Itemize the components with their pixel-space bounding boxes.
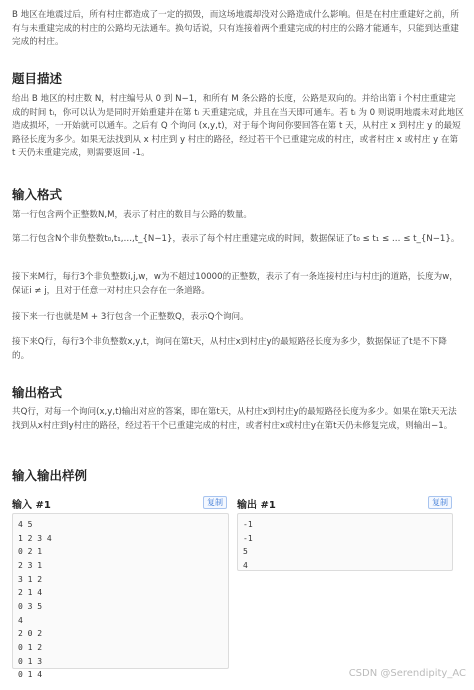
sample-heading: 输入输出样例 [12, 468, 88, 483]
output-format-heading: 输出格式 [12, 385, 63, 400]
sample-input-box[interactable] [12, 513, 229, 680]
copy-input-button[interactable]: 复制 [203, 496, 227, 509]
sample-input-line: 0 1 4 [18, 670, 43, 680]
sample-input-line: 0 1 3 [18, 656, 43, 666]
csdn-watermark: CSDN @Serendipity_AC [348, 668, 466, 679]
sample-output-box[interactable] [237, 513, 453, 571]
description-heading: 题目描述 [12, 71, 63, 86]
input-format-line1: 第一行包含两个正整数N,M，表示了村庄的数目与公路的数量。 [12, 210, 253, 220]
sample-input-line: 0 2 1 [18, 547, 43, 557]
sample-output-line: 4 [243, 560, 248, 570]
intro-paragraph: B 地区在地震过后，所有村庄都造成了一定的损毁，而这场地震却没对公路造成什么影响。但是在村庄重建好之前，所有与未重建完成的村庄的公路均无法通车。换句话说，只有连接着两个重建完成的村庄的公路才能通车，只能到达重建完成的村庄。 [12, 10, 459, 48]
description-paragraph: 给出 B 地区的村庄数 N，村庄编号从 0 到 N−1，和所有 M 条公路的长度，公路是双向的。并给出第 i 个村庄重建完成的时间 tᵢ，你可以认为是同时开始重建并在第 tᵢ 天重建完成，并且在当天即可通车。若 tᵢ 为 0 则说明地震未对此地区造成损坏，一开始就可以通车。之后有 Q 个询问 (x,y,t)，对于每个询问你要回答在第 t 天，从村庄 x 到村庄 y 的最短路径长度为多少。如果无法找到从 x 村庄到 y 村庄的路径，经过若干个已重建完成的村庄，或者村庄 x 或村庄 y 在第 t 天仍未重建完成，则需要返回 -1。 [12, 94, 464, 159]
sample-input-line: 3 1 2 [18, 574, 43, 584]
sample-input-line: 2 3 1 [18, 560, 43, 570]
sample-input-line: 4 5 [18, 520, 33, 529]
input-format-line4: 接下来一行也就是M + 3行包含一个正整数Q，表示Q个询问。 [12, 312, 249, 322]
copy-output-button[interactable]: 复制 [428, 496, 452, 509]
sample-input-line: 2 1 4 [18, 588, 43, 598]
output-format-paragraph: 共Q行，对每一个询问(x,y,t)输出对应的答案，即在第t天，从村庄x到村庄y的最短路径长度为多少。如果在第t天无法找到从x村庄到y村庄的路径，经过若干个已重建完成的村庄，或者村庄x或村庄y在第t天仍未修复完成，则输出−1。 [12, 407, 457, 431]
sample-output-line: 5 [243, 547, 248, 557]
input-format-line3: 接下来M行，每行3个非负整数i,j,w，w为不超过10000的正整数，表示了有一条连接村庄i与村庄j的道路，长度为w，保证i ≠ j，且对于任意一对村庄只会存在一条道路。 [12, 272, 458, 296]
sample-output-line: -1 [243, 533, 253, 543]
sample-input-line: 4 [18, 615, 23, 625]
sample-output-label: 输出 #1 [237, 500, 276, 511]
input-format-line5: 接下来Q行，每行3个非负整数x,y,t，询问在第t天，从村庄x到村庄y的最短路径长度为多少，数据保证了t是不下降的。 [12, 337, 447, 361]
sample-input-label: 输入 #1 [12, 500, 51, 511]
input-format-line2: 第二行包含N个非负整数t₀,t₁,…,t_{N−1}，表示了每个村庄重建完成的时间，数据保证了t₀ ≤ t₁ ≤ … ≤ t_{N−1}。 [12, 234, 460, 244]
sample-output-line: -1 [243, 520, 253, 529]
sample-input-line: 0 1 2 [18, 642, 43, 652]
sample-input-line: 0 3 5 [18, 601, 43, 611]
sample-input-line: 2 0 2 [18, 629, 43, 639]
sample-input-line: 1 2 3 4 [18, 533, 52, 543]
input-format-heading: 输入格式 [12, 187, 63, 202]
